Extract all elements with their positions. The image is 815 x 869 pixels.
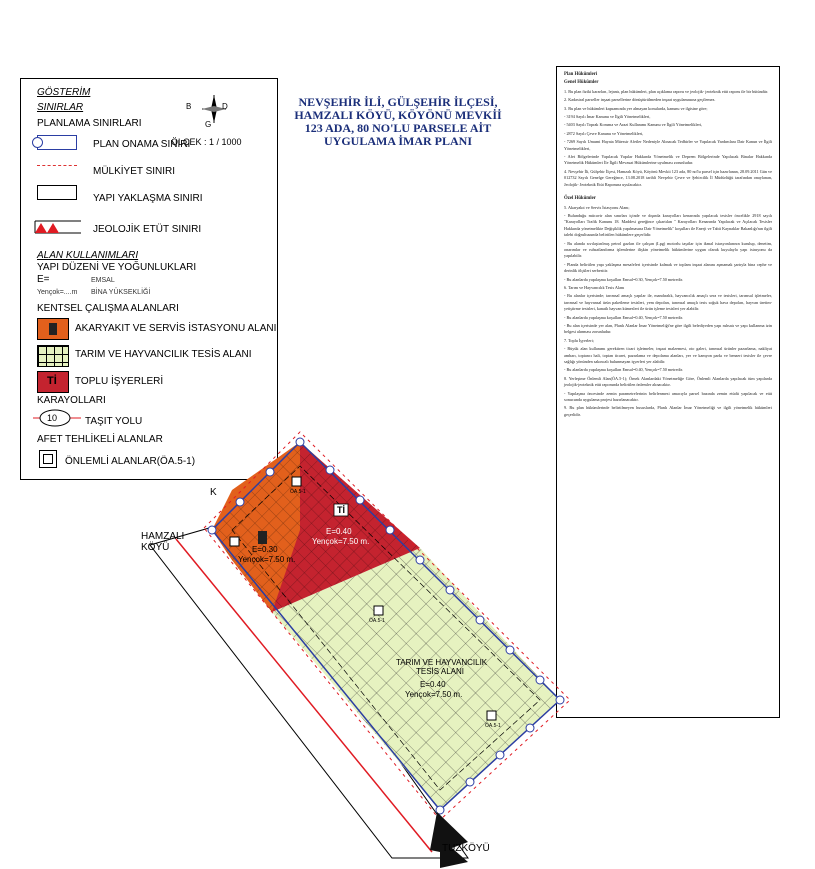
legend-land-use-heading: ALAN KULLANIMLARI bbox=[37, 250, 139, 261]
legend-disaster: AFET TEHLİKELİ ALANLAR bbox=[37, 434, 163, 445]
agri-title-1: TARIM VE HAYVANCILIK bbox=[396, 658, 488, 667]
legend-geo: JEOLOJİK ETÜT SINIRI bbox=[93, 224, 202, 235]
notes-general-heading: Genel Hükümler bbox=[564, 80, 599, 86]
notes-p3a: - 3194 Sayılı İmar Kanunu ve İlgili Yönetmelikleri, bbox=[564, 114, 651, 120]
oa-label-2: ÖA.5-1 bbox=[485, 723, 501, 729]
legend-mass-work: TOPLU İŞYERLERİ bbox=[75, 376, 164, 387]
legend-approach: YAPI YAKLAŞMA SINIRI bbox=[93, 193, 203, 204]
notes-s5d: - Bu alanlarda yapılaşma koşulları Emsal=0.30, Yençok=7.50 metredir. bbox=[564, 276, 683, 282]
title-line-4: UYGULAMA İMAR PLANI bbox=[324, 134, 472, 148]
fuel-pump-icon bbox=[258, 531, 267, 544]
legend-vehicle-road: TAŞIT YOLU bbox=[85, 416, 143, 427]
title-line-3: 123 ADA, 80 NO'LU PARSELE AİT bbox=[304, 121, 492, 135]
boundary-marker bbox=[446, 586, 454, 594]
notes-heading: Plan Hükümleri bbox=[564, 72, 598, 77]
boundary-marker bbox=[386, 526, 394, 534]
precaution-box-icon bbox=[487, 711, 496, 720]
notes-p3d: - 7269 Sayılı Umumi Hayata Müessir Afetler Nedeniyle Alınacak Tedbirler ve Yapılacak Yardımlara Dair Kanun ve İlgili Yönetmelikleri, bbox=[564, 139, 772, 151]
legend-fuel-station: AKARYAKIT VE SERVİS İSTASYONU ALANI bbox=[75, 323, 277, 334]
notes-p3c: - 2872 Sayılı Çevre Kanunu ve Yönetmelikleri, bbox=[564, 130, 644, 136]
notes-p4: 4. Nevşehir İli, Gülşehir İlçesi, Hamzalı Köyü, Köyönü Mevkii 123 ada, 80 no'lu parsel için hazırlanan, 28.09.2011 Gün ve 012732 Sayılı Genelge Gereğince, 13.08.2018 tarihli Nevşehir Çevre ve Şehircilik İl Müdürlüğü tarafından onaylanan, Jeolojik- Jeoteknik Etüt Raporuna uyulacaktır. bbox=[564, 168, 772, 187]
notes-s6: 6. Tarım ve Hayvancılık Tesis Alanı bbox=[564, 284, 625, 290]
boundary-marker bbox=[356, 496, 364, 504]
compass-west: B bbox=[186, 102, 192, 111]
precaution-box-icon bbox=[374, 606, 383, 615]
title-line-1: NEVŞEHİR İLİ, GÜLŞEHİR İLÇESİ, bbox=[298, 95, 498, 109]
legend-precaution: ÖNLEMLİ ALANLAR(ÖA.5-1) bbox=[65, 456, 196, 467]
notes-s5b: - Bu alanda sıvılaştırılmış petrol gazları ile çalışan (Lpg) motorlu taşıtlar için ikmal istasyonlarının kurulup, denetim, onarımlar ve ruhsatlandırma işlemlerine ilişkin yönetmelik hükümlerine uygun olarak kuyulayla yapı istasyonu da yapılabilir. bbox=[564, 240, 772, 259]
compass-east: D bbox=[222, 102, 228, 111]
precaution-box-icon bbox=[230, 537, 239, 546]
boundary-marker bbox=[496, 751, 504, 759]
boundary-marker bbox=[236, 498, 244, 506]
notes-s6b: - Bu alanlarda yapılaşma koşulları Emsal=0.40, Yençok=7.50 metredir. bbox=[564, 314, 683, 320]
notes-s7: 7. Toplu İşyerleri; bbox=[564, 337, 594, 343]
precaution-box-icon bbox=[292, 477, 301, 486]
road-direction-arrow-icon bbox=[430, 812, 468, 868]
legend-bina-yuksekligi: BİNA YÜKSEKLİĞİ bbox=[91, 289, 151, 296]
boundary-marker bbox=[208, 526, 216, 534]
notes-s8a: - Yapılaşma öncesinde zemin parametrelerinin belirlenmesi amacıyla parsel bazında zemin etüdü yapılacak ve etüt sonucunda uygulama projesi hazırlanacaktır. bbox=[564, 390, 772, 403]
map-village-south: TUZKÖYÜ bbox=[442, 843, 490, 854]
notes-s5: 5. Akaryakıt ve Servis İstasyonu Alanı; bbox=[564, 204, 630, 210]
boundary-marker bbox=[466, 778, 474, 786]
legend-agriculture: TARIM VE HAYVANCILIK TESİS ALANI bbox=[75, 349, 252, 360]
ti-symbol: Tİ bbox=[47, 375, 57, 387]
boundary-marker bbox=[476, 616, 484, 624]
legend-urban-work: KENTSEL ÇALIŞMA ALANLARI bbox=[37, 303, 179, 314]
boundary-marker bbox=[536, 676, 544, 684]
notes-special-heading: Özel Hükümler bbox=[564, 196, 596, 202]
legend-plan-approval: PLAN ONAMA SINIRI bbox=[93, 139, 191, 150]
fuel-e-value: E=0.30 bbox=[252, 545, 278, 554]
title-line-2: HAMZALI KÖYÜ, KÖYÖNÜ MEVKİİ bbox=[294, 108, 502, 122]
map-village-north bbox=[141, 531, 184, 553]
legend-boundaries-heading: SINIRLAR bbox=[37, 102, 84, 113]
notes-p2: 2. Kadastral parseller inşaat parsellerine dönüştürülmeden inşaat uygulamasına geçilemez. bbox=[564, 97, 716, 103]
legend-emsal: EMSAL bbox=[91, 277, 115, 284]
notes-s9: 9. Bu plan hükümlerinde belirtilmeyen hususlarda, Planlı Alanlar İmar Yönetmeliği ve ilgili yönetmelik hükümleri geçerlidir. bbox=[564, 405, 772, 417]
scale-label: ÖLÇEK : 1 / 1000 bbox=[171, 137, 242, 147]
notes-p3e: - Afet Bölgelerinde Yapılacak Yapılar Hakkında Yönetmelik ve Deprem Bölgelerinde Yapılacak Binalar Hakkında Yönetmelik Hükümleri İle İlgili Mevzuat Hükümlerine uyulması zorunludur. bbox=[564, 154, 772, 166]
notes-s6a: - Bu alanlar içerisinde; tarımsal amaçlı yapılar ile, mandıralık, hayvancılık amaçlı sera ve tesisleri, tarımsal işletmeler, tarımsal ve hayvansal ürün paketleme tesisleri, yem depoları, tarımsal amaçlı tesis soğuk hava depoları, hayvan üretim-yetiştirme tesisleri, kanatlı hayvan kümesleri ile ürün işleme tesisleri yer alabilir. bbox=[564, 293, 772, 312]
notes-s8: 8. Yerleşime Önlemli Alan(ÖA.5-1); Örnek Alanlardaki Yönetmeliğe Göre, Önlemli Alanlarda yapılacak tüm yapılarda jeolojik-jeoteknik etüt raporunda belirtilen önlemler alınacaktır. bbox=[564, 375, 772, 388]
notes-s7a: - Büyük alan kullanımı gerektiren ticari işletmeler, inşaat malzemesi, oto galeri, tarımsal ürünler pazarlama, nakliyat ambarı, toptancı hali, toptan ticaret, pazarlama ve depolama alanları, yer ve kamyon parkı ve benzeri tesisler ile çevre sağlığı yönünden sakıncalı bulunmayan işyerleri yer alabilir. bbox=[564, 346, 772, 365]
ti-h-value: Yençok=7.50 m. bbox=[312, 537, 370, 546]
boundary-marker bbox=[266, 468, 274, 476]
notes-s7b: - Bu alanlarda yapılaşma koşulları Emsal=0.40, Yençok=7.50 metredir. bbox=[564, 367, 683, 373]
ti-e-value: E=0.40 bbox=[326, 527, 352, 536]
notes-p3: 3. Bu plan ve hükümleri kapsamında yer almayan konularda, kanunu ve ilgisine göre; bbox=[564, 105, 708, 111]
agri-h-value: Yençok=7.50 m. bbox=[405, 690, 463, 699]
legend-heading: GÖSTERİM bbox=[37, 87, 91, 98]
boundary-marker bbox=[526, 724, 534, 732]
map-ti-label: Tİ bbox=[337, 505, 345, 515]
legend-yencok: Yençok=....m bbox=[37, 289, 78, 296]
notes-s5a: - Bulunduğu mücavir alan sınırları içinde ve dışında karayolları kenarında yapılacak tesisler öncelikle 2918 sayılı "Karayolları Trafik Kanunu 18. Maddesi gereğince çıkartılan " Karayolları Kenarında Yapılacak ve Açılacak Tesisler Hakkında yönetmelikte Değişiklik yapılmasına Dair Yönetmelik" koşulları ile Enerji ve Tabii Kaynaklar Bakanlığı'nın ilgili talebi doğrultusunda belirtilen hükümlere geçerlidir. bbox=[564, 212, 772, 238]
notes-s5c: - Planda belirtilen yapı yaklaşma mesafeleri içerisinde kalmak ve toplam inşaat alanını aşmamak şartıyla bina cephe ve derinlik ölçüleri serbesttir. bbox=[564, 261, 772, 274]
oa-label-1: ÖA.5-1 bbox=[369, 618, 385, 624]
oa-label-3: ÖA.5-1 bbox=[290, 489, 306, 495]
boundary-marker bbox=[556, 696, 564, 704]
legend-ownership: MÜLKİYET SINIRI bbox=[93, 166, 176, 177]
boundary-marker bbox=[506, 646, 514, 654]
legend-e-label: E= bbox=[37, 274, 50, 285]
notes-p3b: - 5403 Sayılı Toprak Koruma ve Arazi Kullanımı Kanunu ve İlgili Yönetmelikleri, bbox=[564, 122, 703, 128]
map-k-label: K bbox=[210, 487, 217, 498]
agri-title-2: TESİS ALANI bbox=[416, 667, 465, 676]
notes-s6c: - Bu alan içerisinde yer alan, Planlı Alanlar İmar Yönetmeliği'ne göre ilgili belediyeden yapı ruhsatı ve yapı kullanma izin belgesi alınması zorunludur. bbox=[564, 323, 772, 335]
legend-planning-boundaries: PLANLAMA SINIRLARI bbox=[37, 118, 142, 129]
legend-highways: KARAYOLLARI bbox=[37, 395, 106, 406]
village-north-line-2: KÖYÜ bbox=[141, 542, 170, 553]
legend-density-heading: YAPI DÜZENİ VE YOĞUNLUKLARI bbox=[37, 262, 197, 273]
compass-south: G bbox=[205, 120, 212, 129]
village-north-line-1: HAMZALI bbox=[141, 531, 185, 542]
agri-e-value: E=0.40 bbox=[420, 680, 446, 689]
boundary-marker bbox=[296, 438, 304, 446]
fuel-h-value: Yençok=7.50 m. bbox=[238, 555, 296, 564]
road-symbol-label: 10 bbox=[47, 413, 58, 423]
notes-p1: 1. Bu plan fiziki kararları, lejantı, plan hükümleri, plan açıklama raporu ve jeolojik- jeoteknik etüt raporu ile bir bütündür. bbox=[564, 88, 769, 94]
boundary-marker bbox=[416, 556, 424, 564]
boundary-marker bbox=[326, 466, 334, 474]
